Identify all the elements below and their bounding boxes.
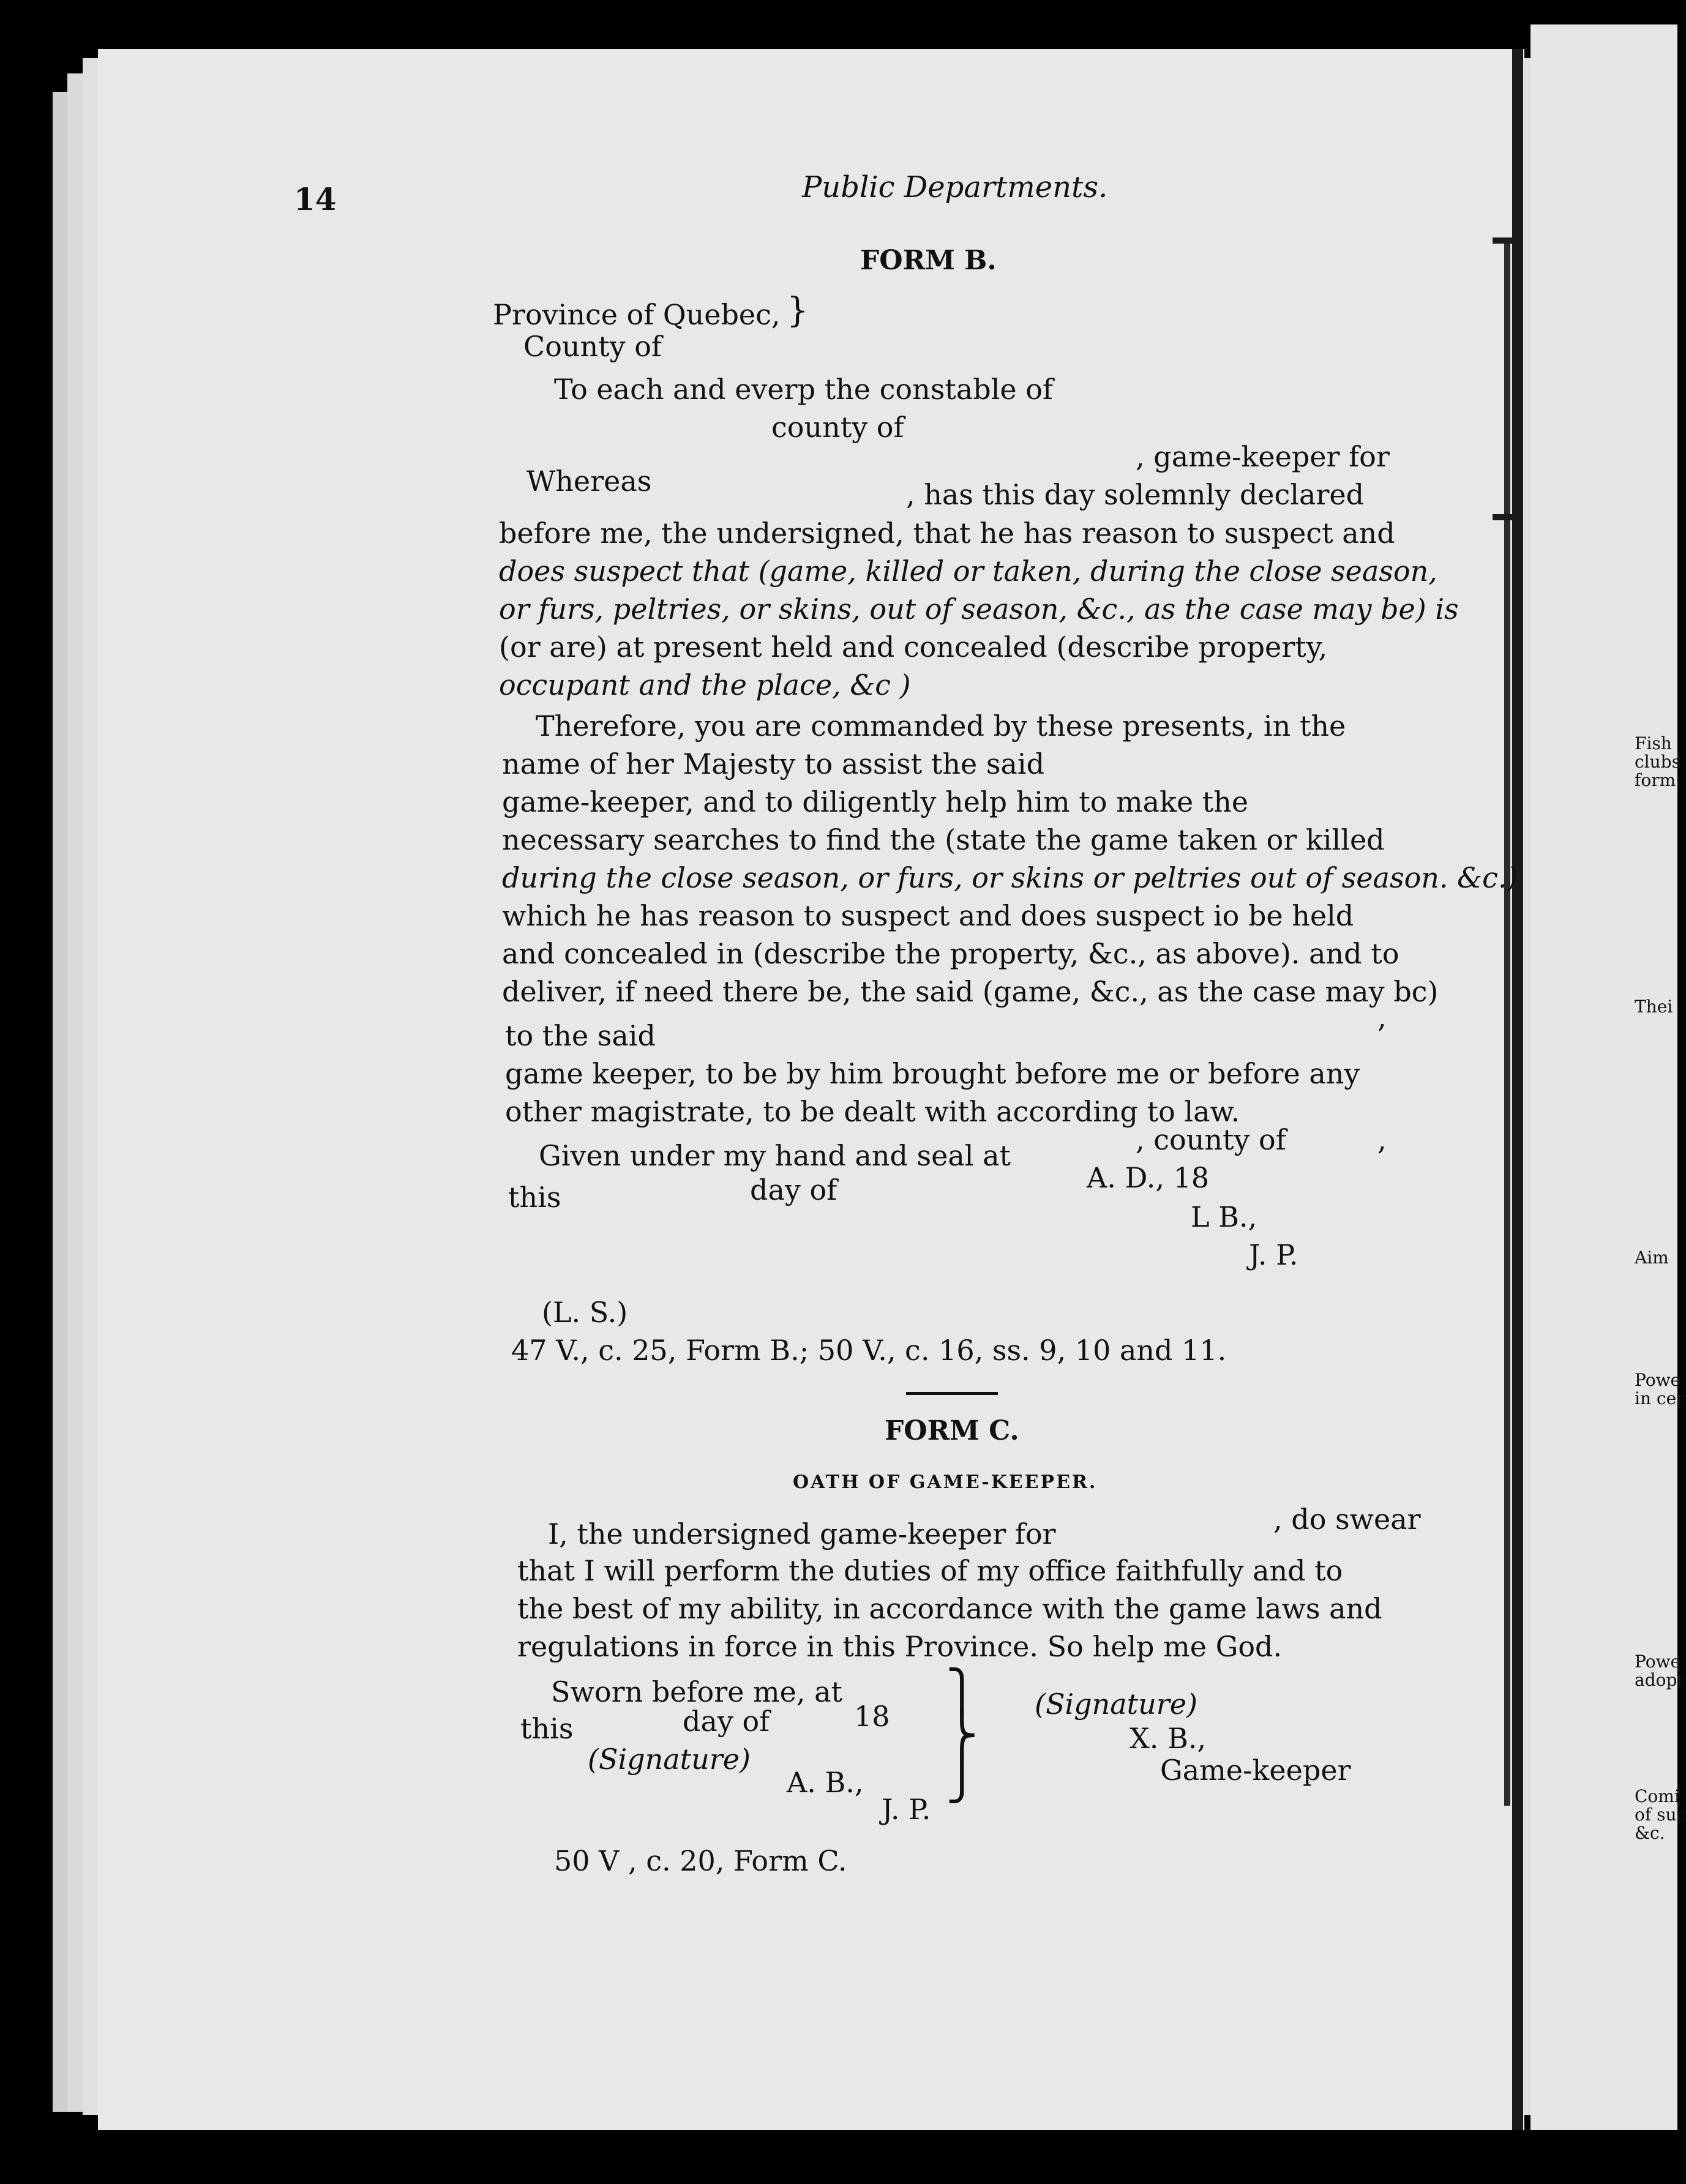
- ad-label: A. D., 18: [1087, 1161, 1210, 1194]
- oath-line: regulations in force in this Province. So help me God.: [517, 1630, 1283, 1663]
- sworn-line: Sworn before me, at: [551, 1675, 843, 1708]
- form-c-citation: 50 V , c. 20, Form C.: [554, 1844, 847, 1877]
- brace: ⎭: [946, 1753, 978, 1803]
- form-b-title: FORM B.: [860, 245, 997, 276]
- body-line: deliver, if need there be, the said (game, &c., as the case may bc): [502, 975, 1439, 1008]
- whereas-label: Whereas: [526, 465, 652, 498]
- margin-note: Fish: [1635, 733, 1672, 754]
- margin-note: Powe: [1635, 1651, 1681, 1672]
- binding-thread: [1504, 239, 1510, 1806]
- province-line: Province of Quebec,: [493, 298, 781, 331]
- body-line: other magistrate, to be dealt with according to law.: [505, 1095, 1240, 1128]
- margin-note: form: [1635, 770, 1676, 790]
- body-line: or furs, peltries, or skins, out of season, &c., as the case may be) is: [499, 593, 1459, 626]
- lb-signature: L B.,: [1191, 1200, 1257, 1233]
- facing-page: [1531, 24, 1686, 2130]
- margin-note: Thei: [1635, 997, 1673, 1017]
- jp-label: J. P.: [882, 1793, 931, 1826]
- xb-signature: X. B.,: [1130, 1722, 1207, 1755]
- margin-note: in cer: [1635, 1388, 1685, 1408]
- comma: ,: [1377, 1123, 1387, 1156]
- ls-seal: (L. S.): [542, 1296, 628, 1329]
- given-line: Given under my hand and seal at: [539, 1139, 1011, 1172]
- body-line: Therefore, you are commanded by these presents, in the: [536, 709, 1346, 742]
- body-line: (or are) at present held and concealed (describe property,: [499, 630, 1328, 664]
- oath-line: , do swear: [1273, 1503, 1421, 1536]
- body-line: occupant and the place, &c ): [499, 668, 911, 701]
- year-label: 18: [854, 1700, 890, 1733]
- body-line: game keeper, to be by him brought before me or before any: [505, 1057, 1360, 1090]
- body-line: and concealed in (describe the property, &c., as above). and to: [502, 937, 1399, 970]
- body-line: game-keeper, and to diligently help him to make the: [502, 785, 1249, 818]
- margin-note: Powe: [1635, 1370, 1681, 1390]
- oath-line: I, the undersigned game-keeper for: [548, 1517, 1056, 1550]
- margin-note: Aim: [1635, 1247, 1669, 1268]
- running-title: Public Departments.: [802, 170, 1108, 204]
- jp-label: J. P.: [1249, 1238, 1298, 1271]
- body-line: which he has reason to suspect and does suspect io be held: [502, 899, 1354, 932]
- gamekeeper-for: , game-keeper for: [1136, 440, 1390, 473]
- brace: ⎫: [946, 1667, 978, 1718]
- margin-note: Comi: [1635, 1786, 1680, 1806]
- page-number: 14: [294, 181, 337, 217]
- binding-mark: [1493, 514, 1522, 520]
- declared-line: , has this day solemnly declared: [906, 478, 1365, 511]
- this-label: this: [508, 1181, 561, 1214]
- margin-note: adopt: [1635, 1670, 1684, 1690]
- comma: ,: [1377, 1001, 1387, 1034]
- address-line: county of: [771, 411, 904, 444]
- brace: ⎬: [946, 1710, 978, 1760]
- day-of-label: day of: [683, 1705, 770, 1738]
- margin-note: of suc: [1635, 1804, 1686, 1825]
- oath-line: the best of my ability, in accordance with the game laws and: [517, 1592, 1382, 1625]
- body-line: before me, the undersigned, that he has reason to suspect and: [499, 517, 1395, 550]
- body-line: does suspect that (game, killed or taken, during the close season,: [499, 555, 1437, 588]
- body-line: to the said: [505, 1019, 656, 1052]
- signature-right: (Signature): [1035, 1688, 1197, 1721]
- county-line: County of: [523, 330, 662, 363]
- brace: }: [787, 291, 809, 331]
- form-b-citation: 47 V., c. 25, Form B.; 50 V., c. 16, ss. 9, 10 and 11.: [511, 1334, 1227, 1367]
- binding-mark: [1493, 237, 1522, 244]
- oath-line: that I will perform the duties of my office faithfully and to: [517, 1554, 1343, 1587]
- form-c-subtitle: OATH OF GAME-KEEPER.: [793, 1472, 1098, 1493]
- margin-note: clubs: [1635, 752, 1680, 772]
- signature-left: (Signature): [588, 1743, 751, 1776]
- body-line: name of her Majesty to assist the said: [502, 747, 1045, 780]
- county-of: , county of: [1136, 1123, 1286, 1156]
- gamekeeper-label: Game-keeper: [1160, 1754, 1351, 1787]
- address-line: To each and everp the constable of: [554, 373, 1053, 406]
- body-line: during the close season, or furs, or skins or peltries out of season. &c.): [502, 861, 1518, 894]
- margin-note: &c.: [1635, 1823, 1665, 1843]
- body-line: necessary searches to find the (state the game taken or killed: [502, 823, 1385, 856]
- book-gutter: [1512, 49, 1523, 2130]
- day-of-label: day of: [750, 1173, 837, 1206]
- this-label: this: [520, 1712, 574, 1745]
- form-c-title: FORM C.: [885, 1415, 1019, 1446]
- section-divider: [906, 1392, 998, 1395]
- ab-signature: A. B.,: [787, 1766, 864, 1799]
